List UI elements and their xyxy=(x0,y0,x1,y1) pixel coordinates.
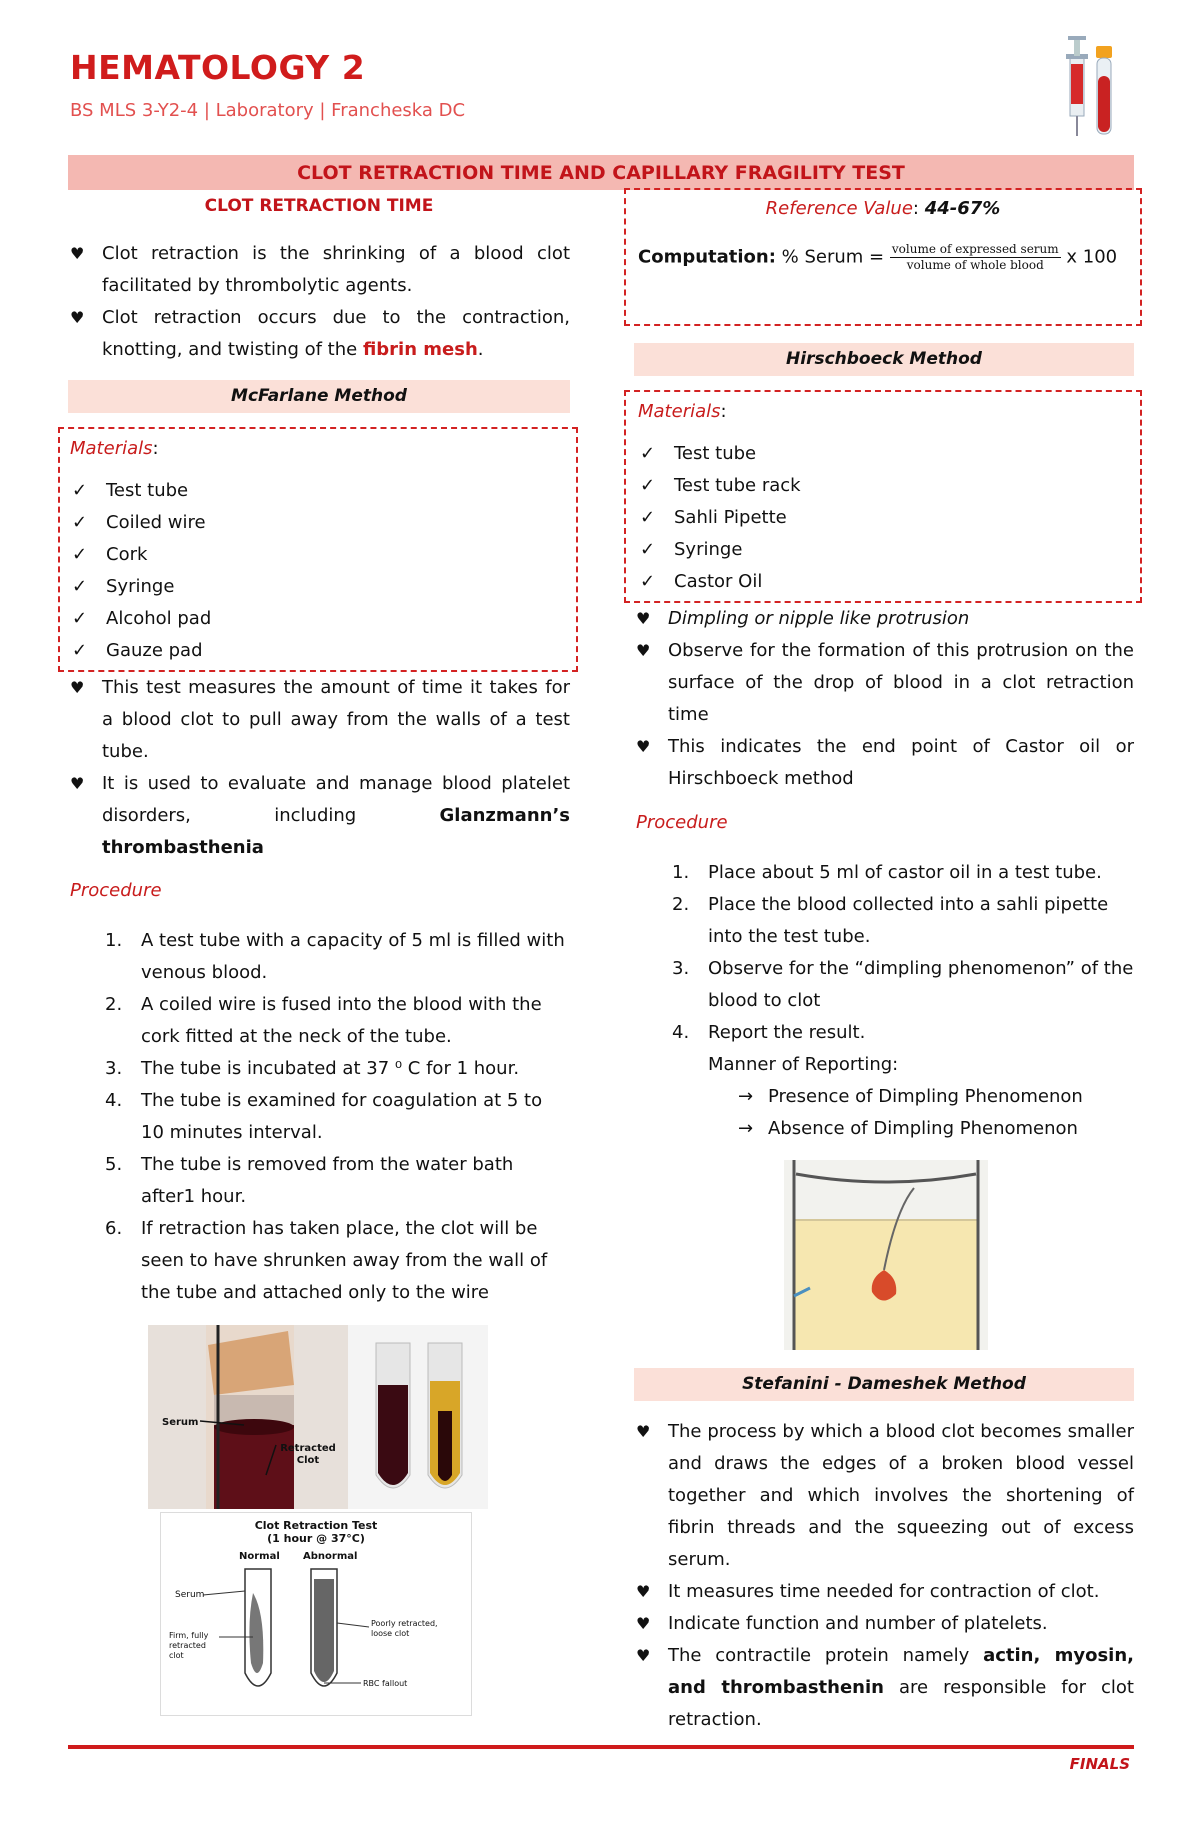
material-item: ✓ Gauze pad xyxy=(70,635,566,667)
step-number: 1. xyxy=(672,862,690,883)
stefanini-title: Stefanini - Dameshek Method xyxy=(634,1368,1134,1401)
heart-bullet-icon: ♥ xyxy=(70,244,85,263)
material-item: ✓ Syringe xyxy=(638,534,1130,566)
reporting-label: Manner of Reporting: xyxy=(708,1054,899,1075)
diagram-rbc-label: RBC fallout xyxy=(363,1679,408,1688)
material-item: ✓ Syringe xyxy=(70,571,566,603)
mcfarlane-procedure xyxy=(105,925,570,1309)
list-item: ♥ Indicate function and number of platelets. xyxy=(634,1608,1134,1640)
clot-retraction-heading: CLOT RETRACTION TIME xyxy=(204,196,434,216)
step-number: 6. xyxy=(105,1218,123,1239)
material-item: ✓ Cork xyxy=(70,539,566,571)
step-text: If retraction has taken place, the clot will be seen to have shrunken away from the wall of the tube and attached only to the wire xyxy=(141,1218,548,1303)
reporting-item: → Absence of Dimpling Phenomenon xyxy=(728,1113,1134,1145)
heart-bullet-icon: ♥ xyxy=(70,308,85,327)
step-text: The tube is removed from the water bath after1 hour. xyxy=(141,1154,514,1207)
step-text: Report the result. xyxy=(708,1022,866,1043)
step-number: 3. xyxy=(105,1058,123,1079)
procedure-label: Procedure xyxy=(70,880,162,901)
procedure-step xyxy=(105,1053,570,1085)
check-bullet-icon: ✓ xyxy=(640,539,656,560)
hirschboeck-procedure xyxy=(672,857,1134,1145)
list-item: ♥ Observe for the formation of this protrusion on the surface of the drop of blood in a clot retraction time xyxy=(634,635,1134,731)
procedure-step xyxy=(105,1149,570,1213)
dimpling-illustration xyxy=(784,1160,988,1350)
heart-bullet-icon: ♥ xyxy=(636,1646,651,1665)
mcfarlane-title: McFarlane Method xyxy=(68,380,570,413)
reference-label: Reference Value xyxy=(765,198,913,219)
list-item: ♥ Clot retraction is the shrinking of a blood clot facilitated by thrombolytic agents. xyxy=(68,238,570,302)
list-item: ♥ It measures time needed for contraction of clot. xyxy=(634,1576,1134,1608)
list-item: ♥ Dimpling or nipple like protrusion xyxy=(634,603,1134,635)
step-text: The tube is incubated at 37 ⁰ C for 1 hour. xyxy=(141,1058,520,1079)
diagram-subtitle: (1 hour @ 37°C) xyxy=(267,1532,365,1545)
reporting-item: → Presence of Dimpling Phenomenon xyxy=(728,1081,1134,1113)
step-number: 5. xyxy=(105,1154,123,1175)
heart-bullet-icon: ♥ xyxy=(70,678,85,697)
step-number: 3. xyxy=(672,958,690,979)
section-banner: CLOT RETRACTION TIME AND CAPILLARY FRAGILITY TEST xyxy=(68,155,1134,190)
heart-bullet-icon: ♥ xyxy=(636,1422,651,1441)
serum-label: Serum xyxy=(162,1417,199,1428)
procedure-step xyxy=(672,953,1134,1017)
diagram-normal-label: Normal xyxy=(239,1551,280,1562)
list-item: ♥ It is used to evaluate and manage blood platelet disorders, including Glanzmann’s thrombasthenia xyxy=(68,768,570,864)
footer-label: FINALS xyxy=(1069,1755,1130,1773)
procedure-step xyxy=(105,1085,570,1149)
clot-retraction-diagram xyxy=(160,1512,472,1716)
reference-box: Reference Value: 44-67% Computation: % Serum = $\frac{\text{volume of expressed serum}}{\text{volume of whole blood}}$ x 100 xyxy=(624,188,1142,326)
step-text: A test tube with a capacity of 5 ml is filled with venous blood. xyxy=(141,930,565,983)
list-item: ♥ This test measures the amount of time it takes for a blood clot to pull away from the walls of a test tube. xyxy=(68,672,570,768)
page-subtitle: BS MLS 3-Y2-4 | Laboratory | Francheska DC xyxy=(70,100,466,121)
footer-rule xyxy=(68,1745,1134,1749)
material-item: ✓ Test tube rack xyxy=(638,470,1130,502)
page-title: HEMATOLOGY 2 xyxy=(70,48,366,87)
check-bullet-icon: ✓ xyxy=(72,640,88,661)
mcfarlane-materials-box: Materials: ✓ Test tube ✓ Coiled wire ✓ Cork ✓ Syringe ✓ Alcohol pad ✓ Gauze pad xyxy=(58,427,578,672)
hirschboeck-notes xyxy=(634,603,1134,795)
list-item: ♥ The process by which a blood clot becomes smaller and draws the edges of a broken blood vessel together and which involves the shortening of fibrin threads and the squeezing out of excess serum. xyxy=(634,1416,1134,1576)
heart-bullet-icon: ♥ xyxy=(636,609,651,628)
procedure-step xyxy=(105,925,570,989)
materials-list xyxy=(70,475,566,667)
syringe-tube-logo-icon xyxy=(1060,24,1120,144)
heart-bullet-icon: ♥ xyxy=(636,1614,651,1633)
reporting-list xyxy=(672,1081,1134,1145)
procedure-step xyxy=(105,1213,570,1309)
hirschboeck-materials-box: Materials: ✓ Test tube ✓ Test tube rack ✓ Sahli Pipette ✓ Syringe ✓ Castor Oil xyxy=(624,390,1142,603)
check-bullet-icon: ✓ xyxy=(72,576,88,597)
heart-bullet-icon: ♥ xyxy=(636,641,651,660)
intro-list xyxy=(68,238,570,366)
stefanini-notes xyxy=(634,1416,1134,1736)
diagram-abnormal-label: Abnormal xyxy=(303,1551,358,1562)
heart-bullet-icon: ♥ xyxy=(70,774,85,793)
check-bullet-icon: ✓ xyxy=(640,475,656,496)
diagram-tubes xyxy=(161,1513,471,1715)
material-item: ✓ Coiled wire xyxy=(70,507,566,539)
list-item: ♥ The contractile protein namely actin, myosin, and thrombasthenin are responsible for clot retraction. xyxy=(634,1640,1134,1736)
procedure-step xyxy=(672,889,1134,953)
hirschboeck-title: Hirschboeck Method xyxy=(634,343,1134,376)
procedure-step xyxy=(105,989,570,1053)
step-text: The tube is examined for coagulation at 5 to 10 minutes interval. xyxy=(141,1090,543,1143)
step-text: A coiled wire is fused into the blood with the cork fitted at the neck of the tube. xyxy=(141,994,542,1047)
list-item: ♥ Clot retraction occurs due to the contraction, knotting, and twisting of the fibrin mesh. xyxy=(68,302,570,366)
arrow-right-icon: → xyxy=(738,1118,754,1139)
step-text: Observe for the “dimpling phenomenon” of the blood to clot xyxy=(708,958,1134,1011)
heart-bullet-icon: ♥ xyxy=(636,737,651,756)
diagram-title: Clot Retraction Test xyxy=(254,1519,378,1532)
material-item: ✓ Alcohol pad xyxy=(70,603,566,635)
step-number: 1. xyxy=(105,930,123,951)
mcfarlane-notes xyxy=(68,672,570,864)
procedure-step xyxy=(672,1017,1134,1049)
diagram-serum-label: Serum xyxy=(175,1590,205,1600)
diagram-poor-label: Poorly retracted, loose clot xyxy=(371,1619,438,1638)
step-number: 4. xyxy=(105,1090,123,1111)
material-item: ✓ Test tube xyxy=(638,438,1130,470)
step-number: 2. xyxy=(672,894,690,915)
heart-bullet-icon: ♥ xyxy=(636,1582,651,1601)
check-bullet-icon: ✓ xyxy=(72,608,88,629)
retracted-clot-label: Retracted Clot xyxy=(280,1443,336,1466)
arrow-right-icon: → xyxy=(738,1086,754,1107)
materials-label: Materials xyxy=(638,401,721,422)
reference-value: 44-67% xyxy=(924,198,1001,219)
material-item: ✓ Castor Oil xyxy=(638,566,1130,598)
computation-formula: Computation: % Serum = $\frac{\text{volume of expressed serum}}{\text{volume of whole blood}}$ x 100 xyxy=(638,242,1118,272)
material-item: ✓ Sahli Pipette xyxy=(638,502,1130,534)
materials-list xyxy=(638,438,1130,598)
check-bullet-icon: ✓ xyxy=(72,480,88,501)
check-bullet-icon: ✓ xyxy=(72,544,88,565)
check-bullet-icon: ✓ xyxy=(72,512,88,533)
step-number: 2. xyxy=(105,994,123,1015)
procedure-label: Procedure xyxy=(636,812,728,833)
step-text: Place about 5 ml of castor oil in a test tube. xyxy=(708,862,1102,883)
material-item: ✓ Test tube xyxy=(70,475,566,507)
step-number: 4. xyxy=(672,1022,690,1043)
two-tubes-photo xyxy=(348,1325,488,1509)
check-bullet-icon: ✓ xyxy=(640,571,656,592)
procedure-step xyxy=(672,857,1134,889)
step-text: Place the blood collected into a sahli pipette into the test tube. xyxy=(708,894,1109,947)
diagram-firm-label: Firm, fully retracted clot xyxy=(169,1631,209,1660)
list-item: ♥ This indicates the end point of Castor oil or Hirschboeck method xyxy=(634,731,1134,795)
materials-label: Materials xyxy=(70,438,153,459)
clot-tube-photo xyxy=(148,1325,348,1509)
check-bullet-icon: ✓ xyxy=(640,507,656,528)
check-bullet-icon: ✓ xyxy=(640,443,656,464)
